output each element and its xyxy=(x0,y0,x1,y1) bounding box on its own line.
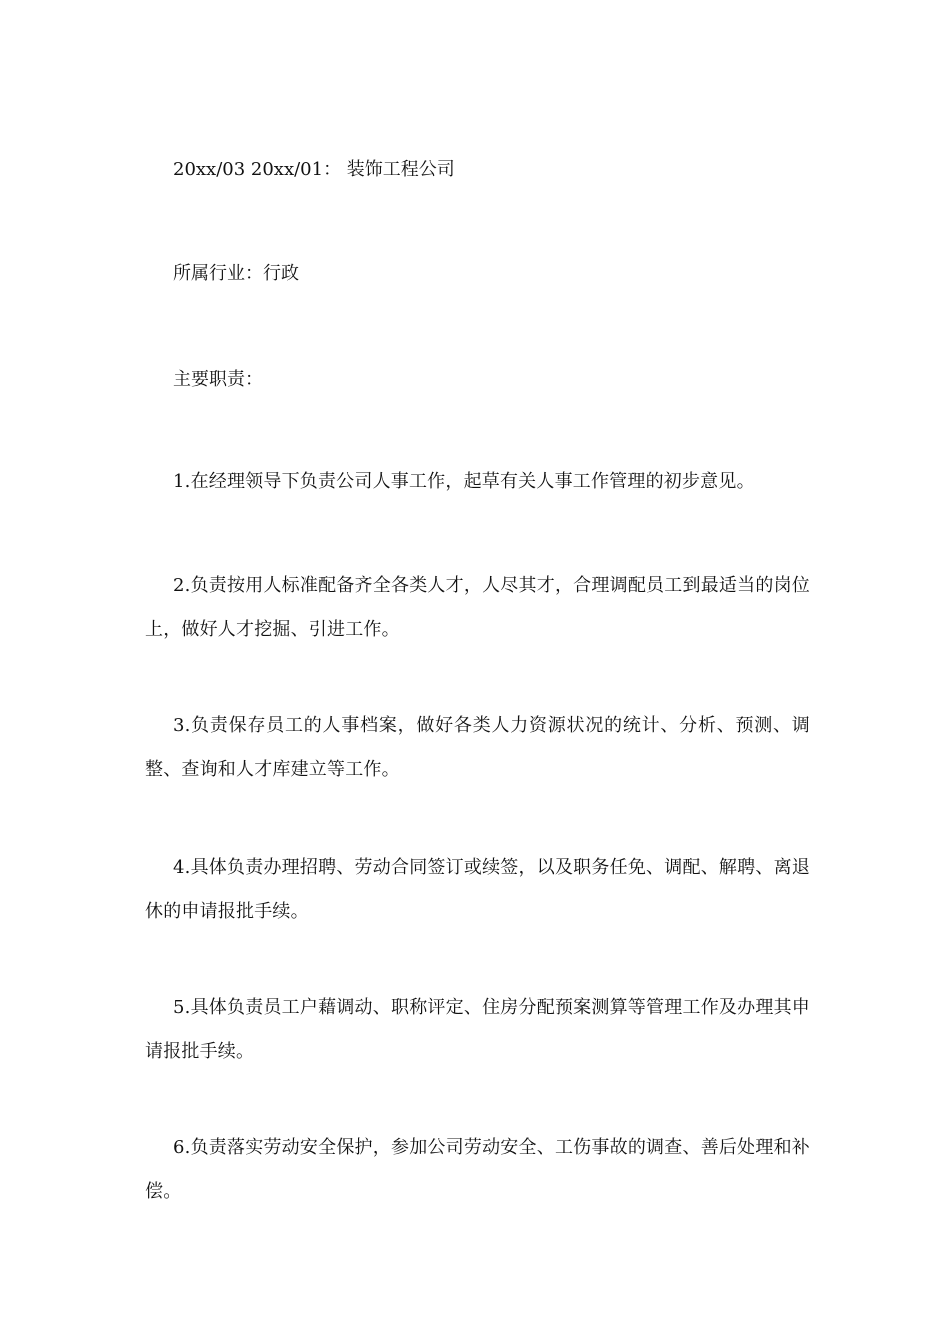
duty-item: 2.负责按用人标准配备齐全各类人才，人尽其才，合理调配员工到最适当的岗位上，做好人才挖掘、引进工作。 xyxy=(145,575,810,640)
industry-line: 所属行业：行政 xyxy=(173,263,299,284)
duty-item: 4.具体负责办理招聘、劳动合同签订或续签，以及职务任免、调配、解聘、离退休的申请报批手续。 xyxy=(145,857,810,922)
duty-item: 6.负责落实劳动安全保护，参加公司劳动安全、工伤事故的调查、善后处理和补偿。 xyxy=(145,1137,810,1202)
duties-heading: 主要职责： xyxy=(173,369,263,390)
duty-item: 1.在经理领导下负责公司人事工作，起草有关人事工作管理的初步意见。 xyxy=(173,471,755,492)
period-company-line: 20xx/03 20xx/01： 装饰工程公司 xyxy=(173,159,455,180)
duty-item: 5.具体负责员工户藉调动、职称评定、住房分配预案测算等管理工作及办理其申请报批手续。 xyxy=(145,997,810,1062)
duty-item: 3.负责保存员工的人事档案，做好各类人力资源状况的统计、分析、预测、调整、查询和人才库建立等工作。 xyxy=(145,715,810,780)
